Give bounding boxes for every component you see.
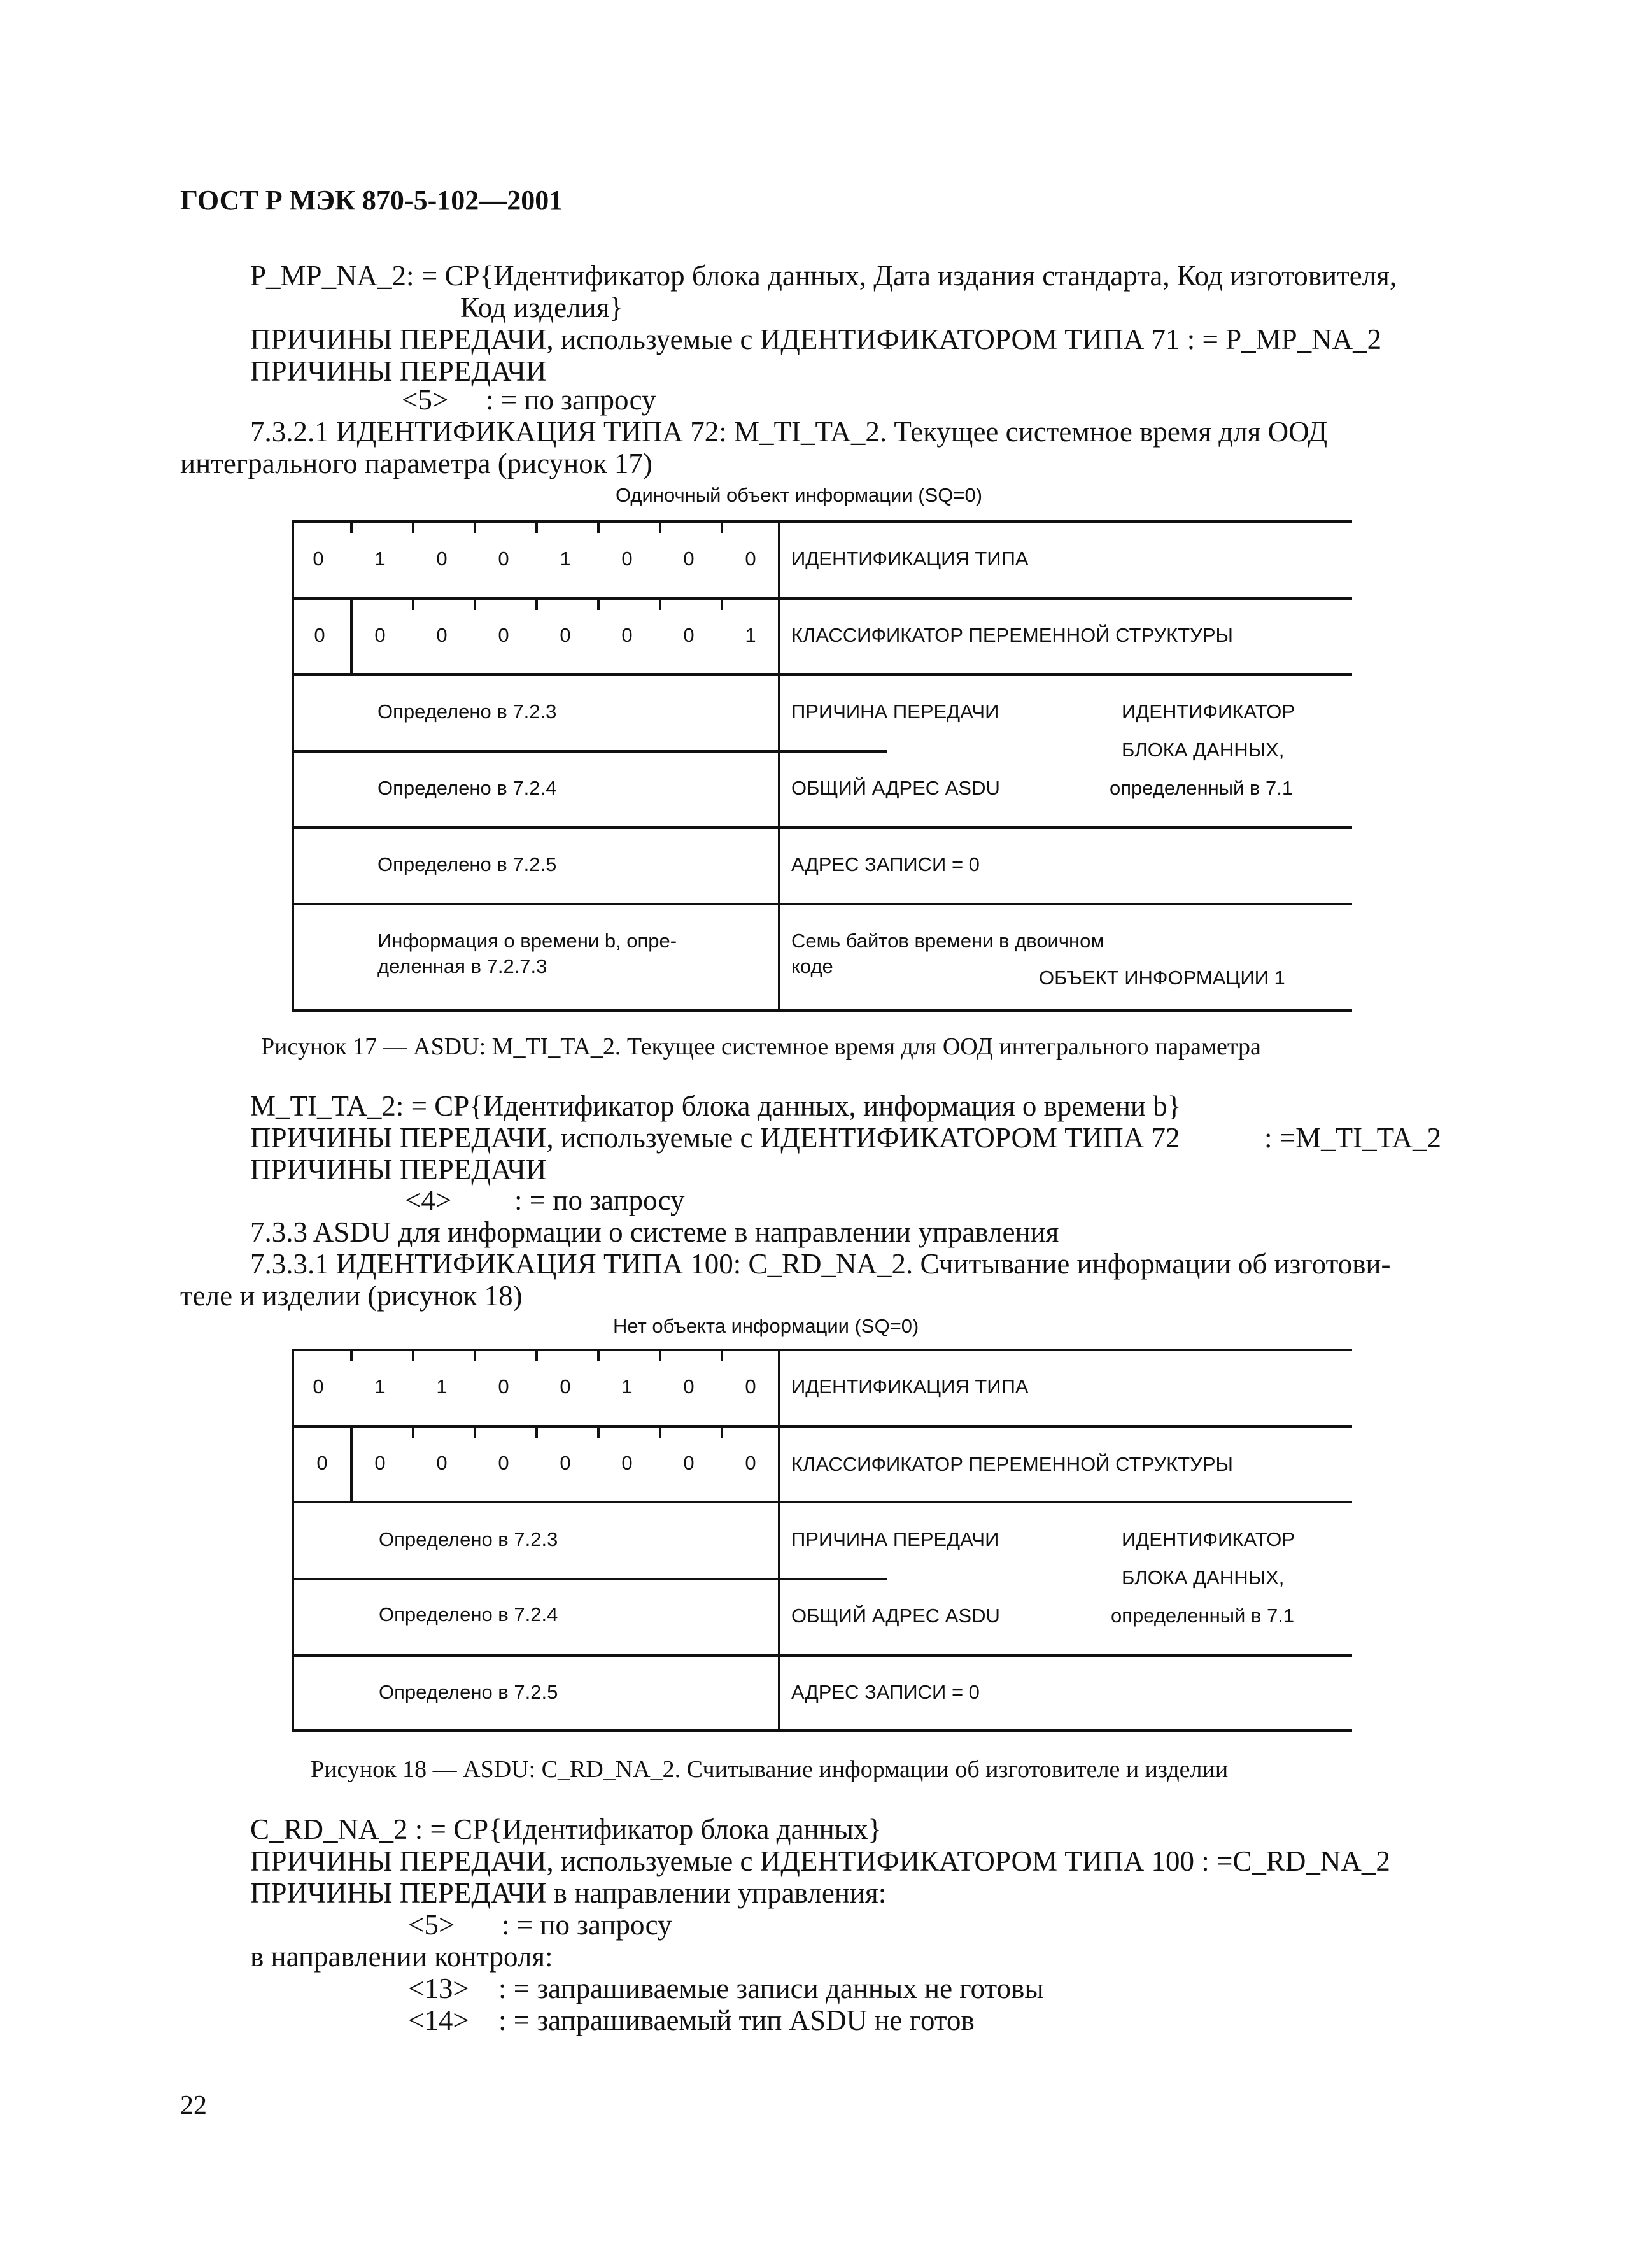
figure-17-caption: Рисунок 17 — ASDU: M_TI_TA_2. Текущее системное время для ООД интегрального параметра <box>261 1033 1261 1060</box>
field-vsq: КЛАССИФИКАТОР ПЕРЕМЕННОЙ СТРУКТУРЫ <box>791 1453 1233 1475</box>
causes-line-72-cont: ПРИЧИНЫ ПЕРЕДАЧИ <box>250 1154 547 1186</box>
definition-p-mp-na-2: P_MP_NA_2: = CP{Идентификатор блока данных, Дата издания стандарта, Код изготовителя, <box>250 260 1397 292</box>
bit: 0 <box>498 1375 509 1398</box>
figure-18-row2-line <box>292 1501 1352 1503</box>
bit: 0 <box>316 1452 328 1474</box>
definition-c-rd-na-2: C_RD_NA_2 : = CP{Идентификатор блока данных} <box>250 1813 882 1845</box>
figure-17-top-line <box>779 520 1352 523</box>
defined-7-2-5: Определено в 7.2.5 <box>377 853 557 875</box>
section-7-3-2-1: 7.3.2.1 ИДЕНТИФИКАЦИЯ ТИПА 72: M_TI_TA_2. Текущее системное время для ООД <box>250 416 1328 448</box>
causes-line-71: ПРИЧИНЫ ПЕРЕДАЧИ, используемые с ИДЕНТИФИКАТОРОМ ТИПА 71 : = P_MP_NA_2 <box>250 323 1382 355</box>
definition-m-ti-ta-2: M_TI_TA_2: = CP{Идентификатор блока данных, информация о времени b} <box>250 1090 1181 1122</box>
bit: 0 <box>313 548 324 570</box>
causes-control-direction: ПРИЧИНЫ ПЕРЕДАЧИ в направлении управления: <box>250 1877 887 1909</box>
bit: 0 <box>745 548 756 570</box>
bit: 0 <box>683 1375 695 1398</box>
information-object-label: ОБЪЕКТ ИНФОРМАЦИИ 1 <box>1039 967 1285 989</box>
section-7-3-3-1-cont: теле и изделии (рисунок 18) <box>180 1280 523 1312</box>
causes-line-71-cont: ПРИЧИНЫ ПЕРЕДАЧИ <box>250 355 547 387</box>
data-unit-id-label: определенный в 7.1 <box>1110 777 1294 799</box>
defined-7-2-3: Определено в 7.2.3 <box>379 1528 558 1550</box>
field-cause-of-transmission: ПРИЧИНА ПЕРЕДАЧИ <box>791 1528 999 1550</box>
section-7-3-2-1-cont: интегрального параметра (рисунок 17) <box>180 448 652 479</box>
field-common-address: ОБЩИЙ АДРЕС ASDU <box>791 1605 1000 1627</box>
time-info-label: деленная в 7.2.7.3 <box>377 955 547 977</box>
bit: 0 <box>683 548 695 570</box>
page-number: 22 <box>180 2091 207 2120</box>
cause-code: <13> <box>408 1973 469 2004</box>
defined-7-2-5: Определено в 7.2.5 <box>379 1681 558 1703</box>
bit: 0 <box>560 1375 571 1398</box>
bit: 1 <box>745 624 756 646</box>
cause-text: : = запрашиваемый тип ASDU не готов <box>498 2004 975 2036</box>
bit: 0 <box>621 1452 633 1474</box>
figure-18-row1-line <box>292 1425 1352 1428</box>
cause-code: <5> <box>402 384 449 416</box>
causes-line-100: ПРИЧИНЫ ПЕРЕДАЧИ, используемые с ИДЕНТИФИКАТОРОМ ТИПА 100 : =C_RD_NA_2 <box>250 1845 1390 1877</box>
bit: 0 <box>560 624 571 646</box>
figure-18-bottom-line <box>779 1729 1352 1732</box>
data-unit-id-label: БЛОКА ДАННЫХ, <box>1122 1566 1285 1589</box>
data-unit-id-label: ИДЕНТИФИКАТОР <box>1122 700 1295 723</box>
bit: 0 <box>374 1452 386 1474</box>
defined-7-2-4: Определено в 7.2.4 <box>377 777 557 799</box>
field-cause-of-transmission: ПРИЧИНА ПЕРЕДАЧИ <box>791 700 999 723</box>
data-unit-id-label: БЛОКА ДАННЫХ, <box>1122 739 1285 761</box>
bit: 0 <box>560 1452 571 1474</box>
data-unit-id-label: определенный в 7.1 <box>1111 1605 1295 1627</box>
seven-bytes-label: коде <box>791 955 833 977</box>
bit: 0 <box>498 1452 509 1474</box>
field-common-address: ОБЩИЙ АДРЕС ASDU <box>791 777 1000 799</box>
figure-18-top-line <box>779 1349 1352 1351</box>
bit: 0 <box>374 624 386 646</box>
field-record-address: АДРЕС ЗАПИСИ = 0 <box>791 853 980 875</box>
data-unit-id-label: ИДЕНТИФИКАТОР <box>1122 1528 1295 1550</box>
bit: 0 <box>621 548 633 570</box>
field-record-address: АДРЕС ЗАПИСИ = 0 <box>791 1681 980 1703</box>
figure-17-heading: Одиночный объект информации (SQ=0) <box>616 484 983 506</box>
cause-code: <5> <box>408 1909 455 1941</box>
bit: 1 <box>374 1375 386 1398</box>
monitor-direction: в направлении контроля: <box>250 1941 553 1973</box>
bit: 0 <box>745 1452 756 1474</box>
cause-code: <4> <box>405 1184 452 1216</box>
defined-7-2-4: Определено в 7.2.4 <box>379 1603 558 1626</box>
bit: 0 <box>745 1375 756 1398</box>
bit: 0 <box>498 548 509 570</box>
bit: 1 <box>374 548 386 570</box>
figure-18-heading: Нет объекта информации (SQ=0) <box>613 1315 919 1337</box>
time-info-label: Информация о времени b, опре- <box>377 930 677 952</box>
bit: 0 <box>498 624 509 646</box>
bit: 0 <box>683 624 695 646</box>
field-vsq: КЛАССИФИКАТОР ПЕРЕМЕННОЙ СТРУКТУРЫ <box>791 624 1233 646</box>
figure-18-caption: Рисунок 18 — ASDU: C_RD_NA_2. Считывание информации об изготовителе и изделии <box>311 1756 1229 1783</box>
figure-17-row2-line <box>292 673 1352 676</box>
bit: 0 <box>436 548 448 570</box>
cause-text: : = по запросу <box>502 1909 672 1941</box>
bit: 0 <box>683 1452 695 1474</box>
document-header: ГОСТ Р МЭК 870-5-102—2001 <box>180 185 563 216</box>
cause-text: : = запрашиваемые записи данных не готовы <box>498 1973 1044 2004</box>
bit: 1 <box>621 1375 633 1398</box>
causes-line-72-tail: : =M_TI_TA_2 <box>1264 1122 1441 1154</box>
causes-line-72: ПРИЧИНЫ ПЕРЕДАЧИ, используемые с ИДЕНТИФИКАТОРОМ ТИПА 72 <box>250 1122 1180 1154</box>
bit: 0 <box>436 1452 448 1474</box>
bit: 1 <box>560 548 571 570</box>
section-7-3-3-1: 7.3.3.1 ИДЕНТИФИКАЦИЯ ТИПА 100: C_RD_NA_2. Считывание информации об изготови- <box>250 1248 1391 1280</box>
field-type-id: ИДЕНТИФИКАЦИЯ ТИПА <box>791 1375 1029 1398</box>
definition-p-mp-na-2-cont: Код изделия} <box>460 292 623 323</box>
bit: 1 <box>436 1375 448 1398</box>
bit: 0 <box>314 624 325 646</box>
cause-text: : = по запросу <box>486 384 656 416</box>
figure-17-bottom-line <box>779 1009 1352 1012</box>
bit: 0 <box>621 624 633 646</box>
figure-17-row1-line <box>292 597 1352 600</box>
section-7-3-3: 7.3.3 ASDU для информации о системе в направлении управления <box>250 1216 1059 1248</box>
cause-text: : = по запросу <box>514 1184 685 1216</box>
cause-code: <14> <box>408 2004 469 2036</box>
bit: 0 <box>436 624 448 646</box>
seven-bytes-label: Семь байтов времени в двоичном <box>791 930 1104 952</box>
bit: 0 <box>313 1375 324 1398</box>
defined-7-2-3: Определено в 7.2.3 <box>377 700 557 723</box>
field-type-id: ИДЕНТИФИКАЦИЯ ТИПА <box>791 548 1029 570</box>
